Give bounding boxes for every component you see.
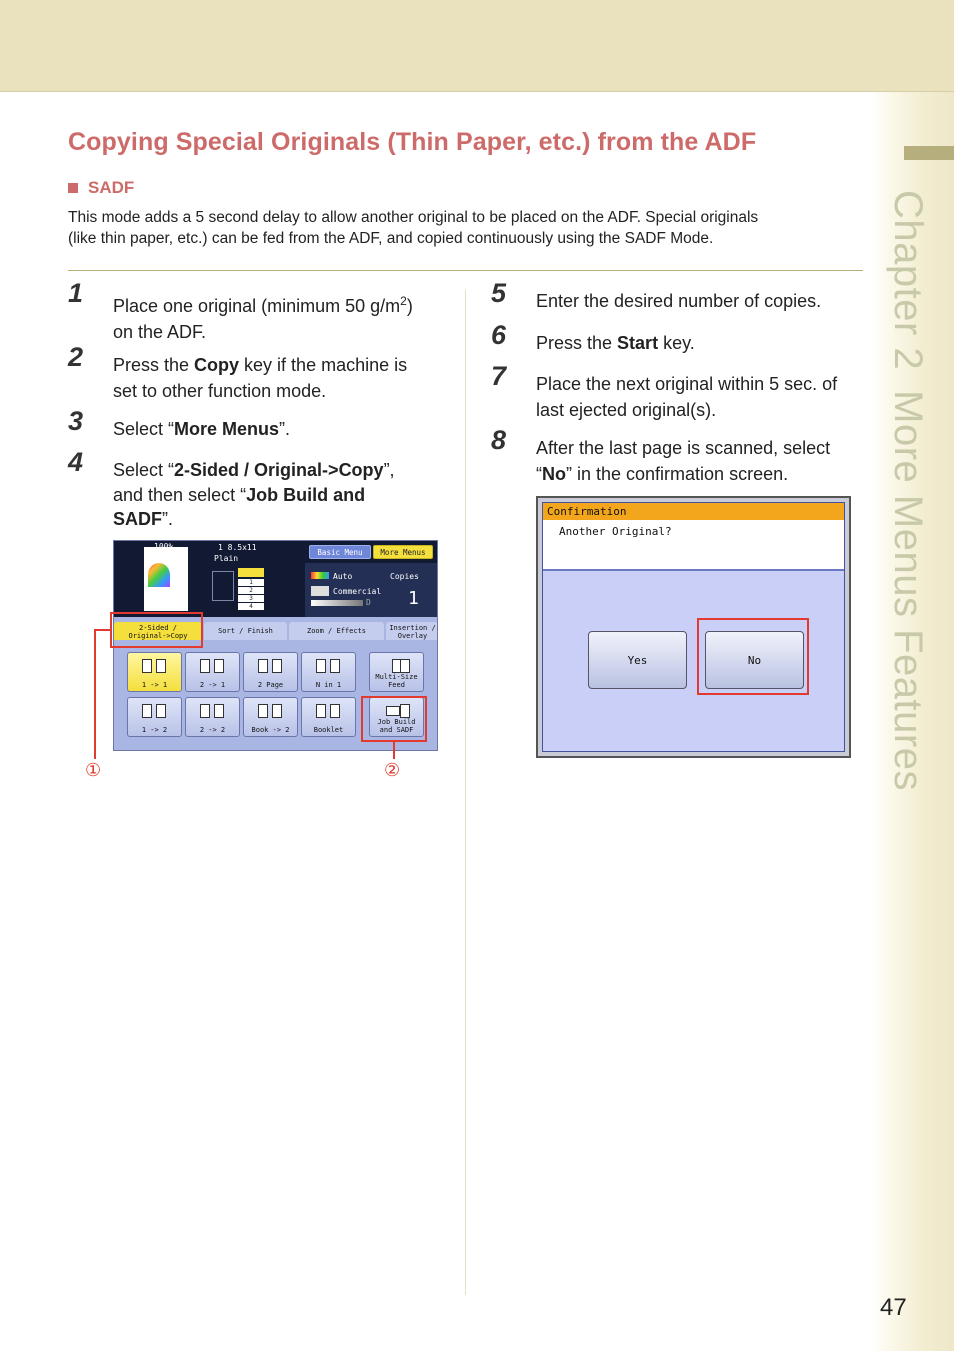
step-text: [113, 352, 407, 404]
step-text-part: After the last page is scanned, select: [536, 438, 831, 458]
tray-number: 3: [238, 595, 264, 602]
tray-arrow-icon: [238, 568, 264, 577]
top-band: [0, 0, 954, 92]
step-text: [536, 330, 695, 356]
tab-sort-finish[interactable]: [204, 622, 287, 640]
highlight-box-2: [361, 696, 427, 742]
duplex-icon: [258, 659, 284, 675]
leader-line: [393, 741, 395, 759]
key-name: Copy: [194, 355, 240, 375]
copier-tray-icon: [212, 571, 234, 601]
square-bullet-icon: [68, 183, 78, 193]
status-panel: [114, 541, 438, 617]
duplex-icon: [142, 659, 168, 675]
tray-number: 4: [238, 603, 264, 610]
settings-readout: [305, 563, 438, 617]
step-text-part: Select “: [113, 419, 175, 439]
mode-n-in-1-button[interactable]: [301, 652, 356, 692]
step-text: [536, 371, 837, 423]
dialog-message: Another Original?: [559, 525, 672, 538]
button-label: [370, 673, 423, 689]
step-text-part: ” in the confirmation screen.: [566, 464, 789, 484]
intro-paragraph: [68, 207, 858, 249]
no-button[interactable]: No: [705, 631, 804, 689]
button-label: 2 Page: [257, 681, 284, 689]
dialog-title: Confirmation: [543, 503, 844, 520]
button-label: 1 -> 1: [141, 681, 168, 689]
color-mode-icon: [311, 572, 329, 579]
button-label: N in 1: [315, 681, 342, 689]
tab-label: 2-Sided /: [139, 624, 177, 632]
tab-label: Insertion /: [389, 624, 436, 632]
step-number: 5: [491, 278, 507, 308]
menu-name: 2-Sided / Original->Copy: [174, 460, 384, 480]
leader-line: [94, 629, 96, 759]
duplex-icon: [258, 704, 284, 720]
step-text: [113, 416, 290, 442]
tray-number: 1: [238, 579, 264, 586]
button-label: Booklet: [313, 726, 344, 734]
duplex-icon: [200, 704, 226, 720]
menu-name: Job Build and: [246, 484, 366, 505]
step-number: 3: [68, 406, 84, 436]
duplex-icon: [142, 704, 168, 720]
original-type: Commercial: [333, 587, 382, 596]
intro-line: (like thin paper, etc.) can be fed from the ADF, and copied continuously using the SADF Mode.: [68, 230, 714, 247]
button-label: 2 -> 1: [199, 681, 226, 689]
step-number: 6: [491, 320, 507, 350]
tab-label: Zoom / Effects: [306, 627, 366, 635]
button-label: 1 -> 2: [141, 726, 168, 734]
step-text: [113, 288, 413, 345]
step-text-part: Press the: [536, 333, 618, 353]
step-text: [536, 435, 830, 487]
step-text-part: Select “: [113, 460, 175, 480]
step-text-part: “: [536, 464, 542, 484]
mode-2-to-1-button[interactable]: [185, 652, 240, 692]
key-name: Start: [617, 333, 659, 353]
original-preview: [144, 547, 188, 611]
button-name: No: [542, 464, 566, 484]
subheading: [68, 178, 134, 198]
tab-insertion-overlay[interactable]: [386, 622, 438, 640]
rainbow-image-icon: [148, 563, 170, 587]
button-label: Book -> 2: [251, 726, 290, 734]
step-number: 4: [68, 447, 84, 477]
step-number: 7: [491, 361, 507, 391]
mode-booklet-button[interactable]: [301, 697, 356, 737]
step-number: 1: [68, 278, 84, 308]
step-text-part: set to other function mode.: [113, 381, 327, 401]
page-number: 47: [880, 1294, 907, 1321]
step-text-part: ): [406, 296, 413, 316]
mode-1-to-2-button[interactable]: [127, 697, 182, 737]
button-label-line: Job Build: [377, 718, 416, 726]
more-menus-button[interactable]: More Menus: [373, 545, 433, 559]
subheading-text: SADF: [88, 178, 135, 197]
tray-number: 2: [238, 587, 264, 594]
divider: [68, 270, 863, 271]
mode-2-to-2-button[interactable]: [185, 697, 240, 737]
step-text-part: last ejected original(s).: [536, 400, 717, 420]
duplex-icon: [316, 659, 342, 675]
step-text-part: on the ADF.: [113, 322, 207, 342]
step-text-part: ”.: [279, 419, 291, 439]
mode-book-to-2-button[interactable]: [243, 697, 298, 737]
menu-name: SADF: [113, 509, 162, 529]
button-label: 2 -> 2: [199, 726, 226, 734]
copies-label: Copies: [390, 572, 419, 581]
button-label-line: and SADF: [379, 726, 414, 734]
tray-list: [238, 579, 264, 610]
step-text-part: Place the next original within 5 sec. of: [536, 374, 838, 394]
step-text-part: key if the machine is: [239, 355, 408, 375]
density-end: D: [366, 598, 371, 607]
step-text-part: ”,: [383, 460, 395, 480]
duplex-icon: [200, 659, 226, 675]
tab-label: Original->Copy: [128, 632, 188, 640]
highlight-box-no: [697, 618, 809, 695]
copies-value: 1: [408, 588, 419, 609]
tab-label: Sort / Finish: [218, 627, 273, 635]
superscript: 2: [400, 294, 407, 308]
step-text: [113, 458, 395, 532]
duplex-icon: [316, 704, 342, 720]
paper-type: Plain: [214, 554, 239, 563]
mode-2-page-button[interactable]: [243, 652, 298, 692]
chapter-bar: [904, 146, 954, 160]
step-text-part: Enter the desired number of copies.: [536, 291, 822, 311]
callout-1: ①: [85, 760, 102, 781]
step-text-part: Press the: [113, 355, 195, 375]
chapter-title: [885, 190, 930, 811]
multi-size-feed-button[interactable]: [369, 652, 424, 692]
tab-label: Overlay: [397, 632, 428, 640]
intro-line: This mode adds a 5 second delay to allow another original to be placed on the ADF. Special originals: [68, 209, 759, 226]
chapter-name: More Menus Features: [886, 390, 930, 791]
step-text-part: and then select “: [113, 484, 247, 505]
zoom-readout: 100%: [154, 542, 174, 551]
button-label-line: Multi-Size: [375, 673, 418, 681]
paper-size: 1 8.5x11: [218, 543, 257, 552]
tab-zoom-effects[interactable]: [289, 622, 384, 640]
step-number: 2: [68, 342, 84, 372]
menu-name: More Menus: [174, 419, 280, 439]
mode-1-to-1-button[interactable]: [127, 652, 182, 692]
column-divider: [465, 290, 466, 1295]
basic-menu-button[interactable]: Basic Menu: [309, 545, 371, 559]
chapter-label: Chapter 2: [886, 190, 930, 371]
step-text-part: ”.: [162, 509, 173, 529]
step-number: 8: [491, 425, 507, 455]
highlight-box-1: [110, 612, 203, 648]
step-text-part: Place one original (minimum 50 g/m: [113, 296, 401, 316]
density-bar: [311, 600, 363, 606]
step-text-part: key.: [658, 333, 695, 353]
section-title: Copying Special Originals (Thin Paper, etc.) from the ADF: [68, 128, 757, 156]
step-text: [536, 288, 821, 314]
callout-2: ②: [384, 760, 401, 781]
yes-button[interactable]: Yes: [588, 631, 687, 689]
color-mode: Auto: [333, 572, 353, 581]
leader-line: [94, 629, 111, 631]
button-label-line: Feed: [388, 681, 405, 689]
original-type-icon: [311, 586, 329, 596]
